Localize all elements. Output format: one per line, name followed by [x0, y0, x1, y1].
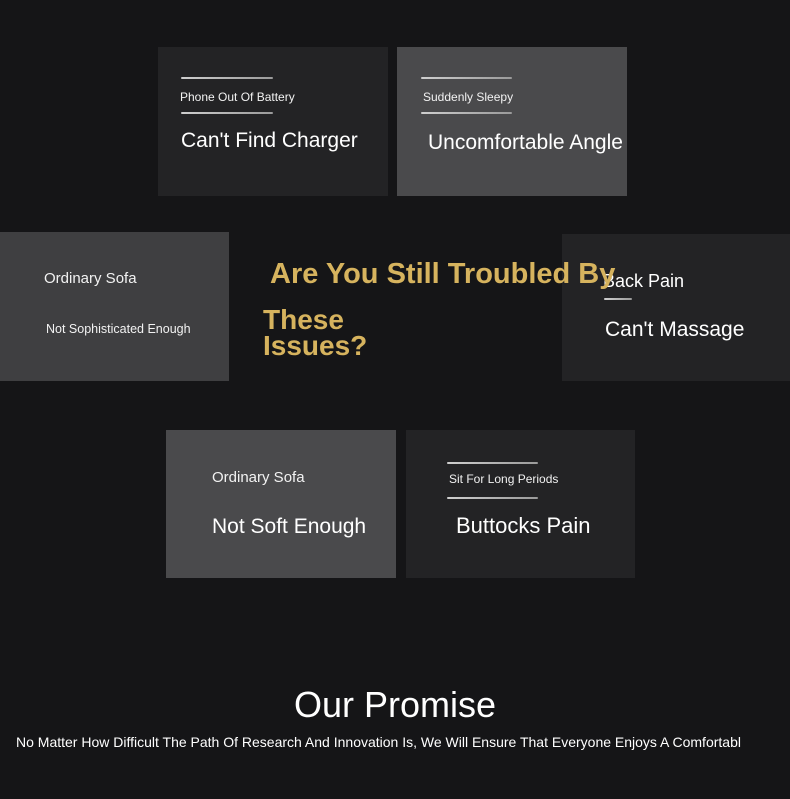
issue-card-buttocks [406, 430, 635, 578]
divider-line [447, 462, 538, 464]
card-title: Can't Massage [605, 318, 745, 341]
promise-title: Our Promise [293, 684, 497, 725]
card-title: Uncomfortable Angle [428, 131, 623, 154]
center-heading-line1: Are You Still Troubled By [270, 258, 616, 290]
card-subtitle: Back Pain [603, 271, 685, 291]
card-subtitle: Phone Out Of Battery [180, 90, 295, 104]
divider-line [421, 77, 512, 79]
divider-line [447, 497, 538, 499]
card-subtitle: Ordinary Sofa [212, 469, 305, 486]
issue-card-massage [562, 234, 790, 381]
issue-card-soft [166, 430, 396, 578]
card-subtitle: Suddenly Sleepy [423, 90, 514, 104]
divider-line [181, 77, 273, 79]
center-heading-line2: These [263, 304, 344, 335]
card-title: Not Soft Enough [212, 515, 367, 538]
card-title: Buttocks Pain [456, 513, 591, 538]
card-title: Can't Find Charger [181, 129, 358, 152]
card-title: Not Sophisticated Enough [46, 322, 191, 336]
promise-text: No Matter How Difficult The Path Of Research And Innovation Is, We Will Ensure That Everyone Enjoys A Comfortabl [16, 734, 741, 750]
card-subtitle: Ordinary Sofa [44, 270, 137, 287]
divider-line [421, 112, 512, 114]
issue-card-charger [158, 47, 388, 196]
divider-line [181, 112, 273, 114]
issue-card-angle [397, 47, 627, 196]
divider-line [604, 298, 632, 300]
issue-card-sophisticated [0, 232, 229, 381]
center-heading-line3: Issues? [263, 330, 368, 361]
card-subtitle: Sit For Long Periods [449, 472, 559, 486]
